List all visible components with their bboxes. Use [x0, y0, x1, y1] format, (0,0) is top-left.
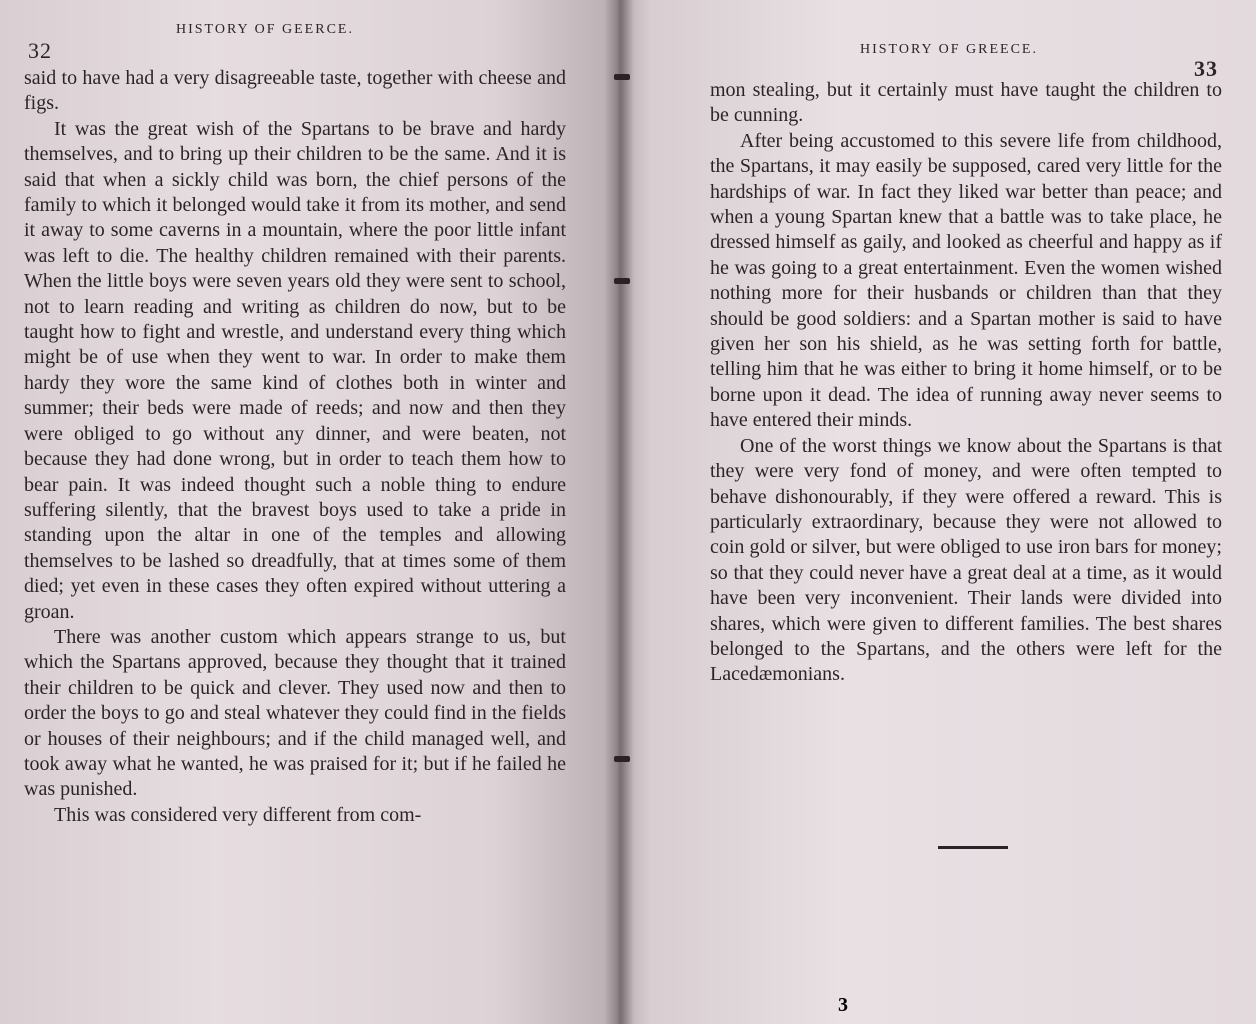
left-paragraph: This was considered very different from com- — [54, 803, 422, 826]
signature-mark: 3 — [838, 994, 848, 1016]
right-paragraph: After being accustomed to this severe life from childhood, the Spartans, it may easily be supposed, cared very little for the hardships of war. In fact they liked war better than peace; and when a young Spartan knew that a battle was to take place, he dressed himself as gaily, and looked as cheerful and happy as if he was going to a great entertainment. Even the women wished nothing more for their husbands or children than that they should be good soldiers: and a Spartan mother is said to have given her son his shield, as he was setting forth for battle, telling him that he was either to bring it home himself, or to be borne upon it dead. The idea of running away never seems to have entered their minds. — [710, 129, 1222, 432]
right-running-head: HISTORY OF GREECE. — [860, 42, 1038, 57]
left-paragraph: said to have had a very disagreeable taste, together with cheese and figs. — [24, 67, 566, 115]
left-page-body — [24, 66, 566, 828]
binding-stitch — [614, 278, 630, 284]
right-paragraph: mon stealing, but it certainly must have taught the children to be cunning. — [710, 79, 1222, 127]
right-page — [618, 0, 1256, 1024]
binding-stitch — [614, 74, 630, 80]
right-page-header — [710, 38, 1222, 82]
left-paragraph: There was another custom which appears strange to us, but which the Spartans approved, because they thought that it trained their children to be quick and clever. They used now and then to order the boys to go and steal whatever they could find in the fields or houses of their neighbours; and if the child managed well, and took away what he wanted, he was praised for it; but if he failed he was punished. — [24, 625, 566, 801]
binding-stitch — [614, 756, 630, 762]
right-page-body — [710, 78, 1222, 688]
left-running-head: HISTORY OF GEERCE. — [176, 22, 354, 37]
book-gutter — [604, 0, 634, 1024]
right-paragraph: One of the worst things we know about the Spartans is that they were very fond of money, and were often tempted to behave dishonourably, if they were offered a reward. This is particularly extraordinary, because they were not allowed to coin gold or silver, but were obliged to use iron bars for money; so that they could never have a great deal at a time, as it would have been very inconvenient. Their lands were divided into shares, which were given to different families. The best shares belonged to the Spartans, and the others were left for the Lacedæmonians. — [710, 434, 1222, 686]
left-page — [0, 0, 618, 1024]
right-page-number: 33 — [1194, 56, 1218, 81]
section-end-rule — [938, 846, 1008, 849]
left-page-number: 32 — [28, 38, 52, 63]
left-page-header — [24, 14, 566, 63]
left-paragraph: It was the great wish of the Spartans to be brave and hardy themselves, and to bring up their children to be the same. And it is said that when a sickly child was born, the chief persons of the family to which it belonged would take it from its mother, and send it away to some caverns in a mountain, where the poor little infant was left to die. The healthy children remained with their parents. When the little boys were seven years old they were sent to school, not to learn reading and writing as children do now, but to be taught how to fight and wrestle, and understand every thing which might be of use when they went to war. In order to make them hardy they wore the same kind of clothes both in winter and summer; their beds were made of reeds; and now and then they were obliged to go without any dinner, and were beaten, not because they had done wrong, but in order to teach them how to bear pain. It was indeed thought such a noble thing to endure suffering silently, that the bravest boys used to take a pride in standing upon the altar in one of the temples and allowing themselves to be lashed so dreadfully, that at times some of them died; yet even in these cases they often expired without uttering a groan. — [24, 117, 566, 623]
